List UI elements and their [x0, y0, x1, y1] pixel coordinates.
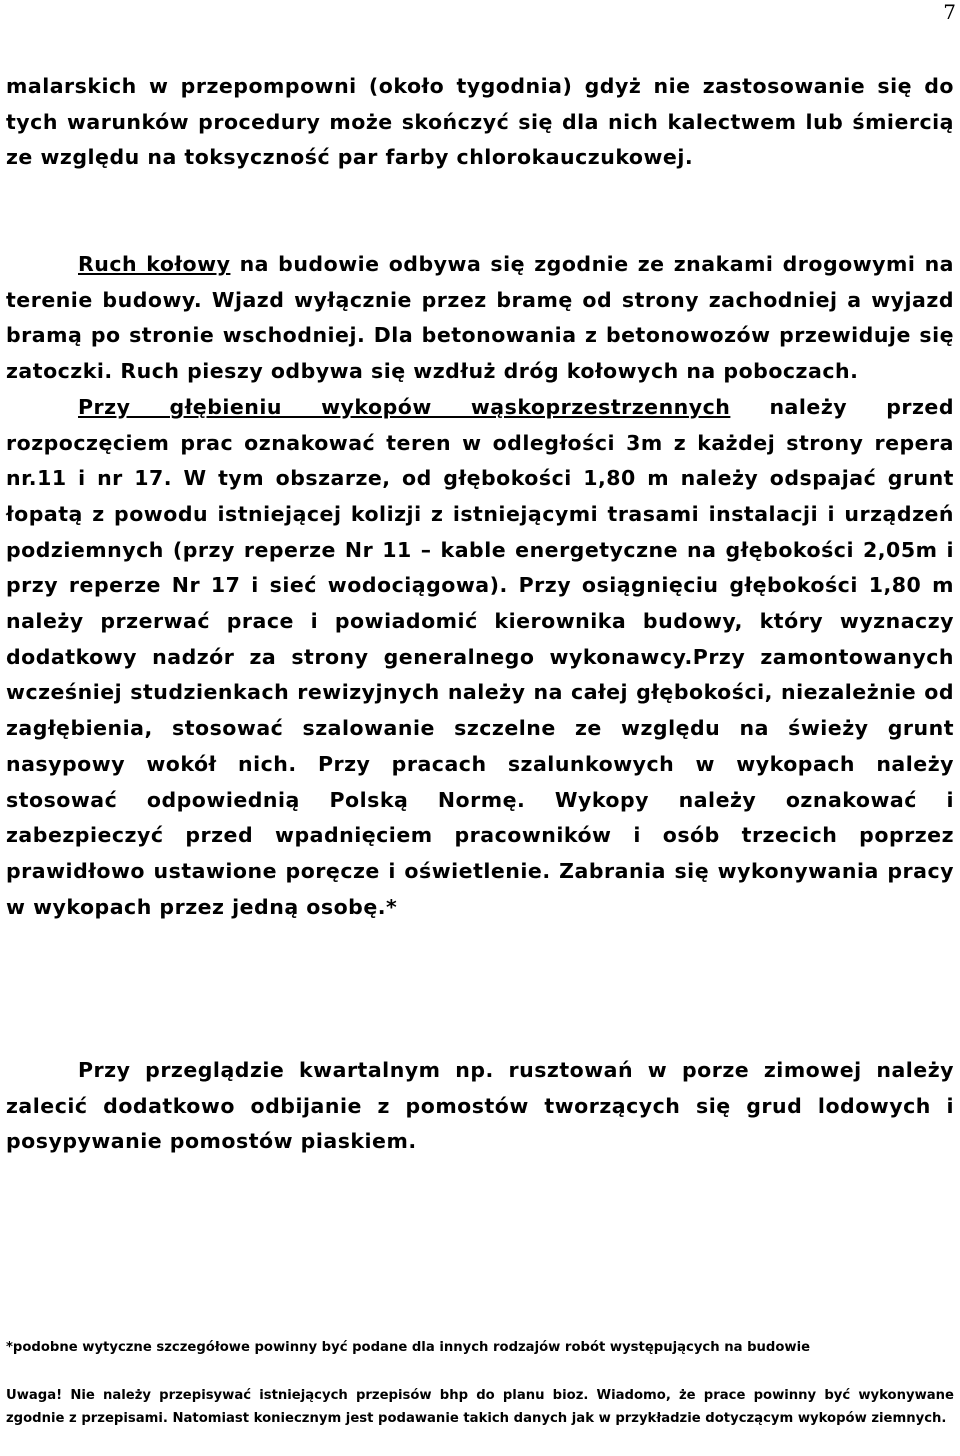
text-quarterly-inspection: Przy przeglądzie kwartalnym np. rusztowań w porze zimowej należy zalecić dodatkowo odbijanie z pomostów tworzących się grud lodowych i posypywanie pomostów piaskiem.	[6, 1058, 954, 1154]
paragraph-painting-hazard: malarskich w przepompowni (około tygodnia) gdyż nie zastosowanie się do tych warunków procedury może skończyć się dla nich kalectwem lub śmiercią ze względu na toksyczność par farby chlorokauczukowej.	[6, 74, 954, 170]
text-vehicle-traffic: na budowie odbywa się zgodnie ze znakami drogowymi na terenie budowy. Wjazd wyłącznie przez bramę od strony zachodniej a wyjazd bramą po stronie wschodniej. Dla betonowania z betonowozów przewiduje się zatoczki. Ruch pieszy odbywa się wzdłuż dróg kołowych na poboczach.	[6, 252, 955, 384]
footnote-warning: Uwaga! Nie należy przepisywać istniejących przepisów bhp do planu bioz. Wiadomo, że prace powinny być wykonywane zgodnie z przepisami. Natomiast koniecznym jest podawanie takich danych jak w przykładzie dotyczącym wykopów ziemnych.	[6, 1388, 954, 1426]
paragraph-quarterly-inspection	[6, 1053, 954, 1160]
footnote-detailed-guidelines: *podobne wytyczne szczegółowe powinny być podane dla innych rodzajów robót występujących na budowie	[6, 1340, 811, 1355]
page-number: 7	[943, 0, 956, 24]
heading-narrow-excavations: Przy głębieniu wykopów wąskoprzestrzennych	[78, 394, 731, 419]
heading-vehicle-traffic: Ruch kołowy	[78, 252, 231, 276]
text-narrow-excavations: należy przed rozpoczęciem prac oznakować teren w odległości 3m z każdej strony repera nr.11 i nr 17. W tym obszarze, od głębokości 1,80 m należy odspajać grunt łopatą z powodu istniejącej kolizji z istniejącymi trasami instalacji i urządzeń podziemnych (przy reperze Nr 11 – kable energetyczne na głębokości 2,05m i przy reperze Nr 17 i sieć wodociągowa). Przy osiągnięciu głębokości 1,80 m należy przerwać prace i powiadomić kierownika budowy, który wyznaczy dodatkowy nadzór za strony generalnego wykonawcy.Przy zamontowanych wcześniej studzienkach rewizyjnych należy na całej głębokości, niezależnie od zagłębienia, stosować szalowanie szczelne ze względu na świeży grunt nasypowy wokół nich. Przy pracach szalunkowych w wykopach należy stosować odpowiednią Polską Normę. Wykopy należy oznakować i zabezpieczyć przed wpadnięciem pracowników i osób trzecich poprzez prawidłowo ustawione poręcze i oświetlenie. Zabrania się wykonywania pracy w wykopach przez jedną osobę.*	[6, 394, 954, 919]
paragraph-traffic-and-excavation	[6, 247, 954, 925]
